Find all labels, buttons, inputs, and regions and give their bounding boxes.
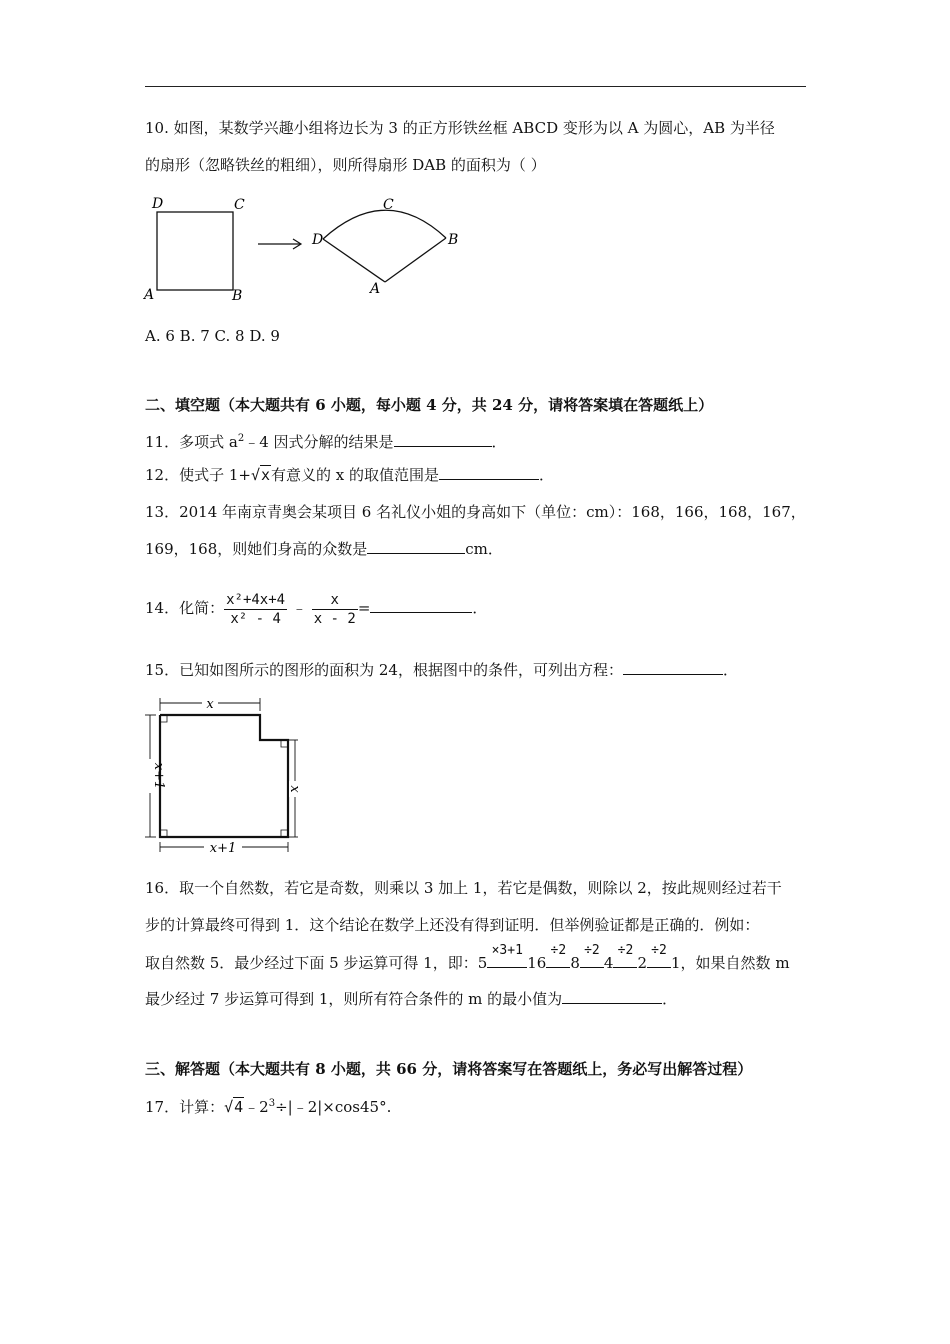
q16-chain-n2: 8 — [570, 954, 580, 972]
q10-figure — [140, 192, 470, 307]
q16-chain-op2: ÷2 — [584, 943, 600, 958]
q17 — [145, 1094, 391, 1117]
q14-frac1-den: x² - 4 — [230, 610, 281, 627]
q12-radicand: x — [261, 466, 271, 484]
square-label-a: A — [144, 287, 155, 303]
q15-label-right: x — [287, 785, 302, 793]
q16-chain-op4: ÷2 — [651, 943, 667, 958]
q16-chain-last: 1 — [671, 954, 681, 972]
q15-end: ． — [722, 661, 738, 679]
section3-heading: 三、解答题（本大题共有 8 小题，共 66 分，请将答案写在答题纸上，务必写出解答过程） — [145, 1060, 753, 1078]
q14 — [145, 586, 487, 630]
section2-heading: 二、填空题（本大题共有 6 小题，每小题 4 分，共 24 分，请将答案填在答题纸上） — [145, 396, 714, 414]
q12-suffix: 有意义的 x 的取值范围是 — [271, 466, 440, 484]
q15-label-bottom: x+1 — [209, 841, 237, 856]
q16-chain-n1: 16 — [527, 954, 547, 972]
sector-label-d: D — [312, 232, 324, 248]
q14-minus: ﹣ — [291, 599, 307, 617]
q16-chain-op0: ×3+1 — [491, 943, 523, 958]
q17-mid: ﹣2 — [244, 1098, 269, 1116]
sqrt-icon: √x — [250, 466, 271, 484]
q15-label-left: x+1 — [151, 762, 166, 790]
q13-line2-prefix: 169，168，则她们身高的众数是 — [145, 540, 368, 558]
q10-line2: 的扇形（忽略铁丝的粗细），则所得扇形 DAB 的面积为（ ） — [145, 156, 546, 174]
q11-prefix: 11．多项式 a — [145, 433, 238, 451]
q12 — [145, 465, 554, 485]
q10-options: A. 6 B. 7 C. 8 D. 9 — [145, 327, 280, 345]
q15-answer-blank[interactable] — [623, 660, 723, 675]
q17-suffix: ÷|﹣2|×cos45°. — [275, 1098, 392, 1116]
header-rule — [145, 86, 806, 87]
sqrt-icon: √4 — [224, 1098, 244, 1116]
q16-answer-blank[interactable] — [562, 989, 662, 1004]
q16-line3-suffix: ，如果自然数 m — [680, 954, 790, 972]
q14-fraction-2 — [312, 591, 358, 628]
q14-frac2-den: x - 2 — [313, 610, 356, 627]
q16-line4-end: ． — [662, 990, 678, 1008]
q12-prefix: 12．使式子 1+ — [145, 466, 251, 484]
q15 — [145, 660, 738, 680]
q16-line4 — [145, 989, 677, 1009]
q16-chain-arrow-4 — [647, 943, 671, 973]
sector-label-b: B — [448, 232, 459, 248]
q14-fraction-1 — [224, 591, 287, 628]
q16-chain-arrow-2 — [580, 943, 604, 973]
q16-chain-arrow-1 — [546, 943, 570, 973]
q11-suffix: ﹣4 因式分解的结果是 — [244, 433, 394, 451]
sector-label-c: C — [383, 197, 394, 213]
q11-end: ． — [491, 433, 507, 451]
q13-answer-blank[interactable] — [367, 539, 465, 554]
q15-text: 15．已知如图所示的图形的面积为 24，根据图中的条件，可列出方程： — [145, 661, 623, 679]
square-label-c: C — [234, 197, 245, 213]
q16-chain-n4: 2 — [637, 954, 647, 972]
square-label-b: B — [232, 288, 243, 304]
square-label-d: D — [152, 196, 164, 212]
q14-frac2-num: x — [312, 591, 358, 610]
q11-sup: 2 — [237, 433, 245, 444]
q14-prefix: 14．化简： — [145, 599, 225, 617]
q11-answer-blank[interactable] — [394, 432, 492, 447]
q16-line2: 步的计算最终可得到 1．这个结论在数学上还没有得到证明．但举例验证都是正确的．例如： — [145, 916, 760, 934]
q12-end: ． — [539, 466, 555, 484]
q13-line2-end: cm． — [465, 540, 503, 558]
q12-answer-blank[interactable] — [439, 465, 539, 480]
q16-line4-prefix: 最少经过 7 步运算可得到 1，则所有符合条件的 m 的最小值为 — [145, 990, 563, 1008]
q16-chain-n0: 5 — [477, 954, 488, 972]
q17-sup: 3 — [268, 1098, 276, 1109]
q16-line3 — [145, 943, 790, 973]
q13-line1: 13．2014 年南京青奥会某项目 6 名礼仪小姐的身高如下（单位：cm）：168，166，168，167， — [145, 503, 806, 521]
q16-chain-arrow-0 — [487, 943, 527, 973]
sector-radius-ab — [385, 238, 446, 282]
q16-chain-n3: 4 — [603, 954, 614, 972]
q11 — [145, 429, 507, 452]
sector-radius-ad — [323, 239, 385, 282]
q15-label-top: x — [206, 697, 214, 712]
q14-eq: = — [357, 599, 371, 617]
q13-line2 — [145, 539, 503, 559]
q16-chain-op3: ÷2 — [617, 943, 634, 958]
sector-arc — [323, 210, 446, 239]
q16-line1: 16．取一个自然数，若它是奇数，则乘以 3 加上 1，若它是偶数，则除以 2，按此规则经过若干 — [145, 879, 782, 897]
square-shape — [157, 212, 233, 290]
q14-frac1-num: x²+4x+4 — [226, 591, 286, 608]
q15-shape — [160, 715, 288, 837]
q14-answer-blank[interactable] — [370, 598, 472, 613]
q17-radicand: 4 — [234, 1098, 244, 1116]
q10-line1: 10. 如图，某数学兴趣小组将边长为 3 的正方形铁丝框 ABCD 变形为以 A 为圆心，AB 为半径 — [145, 119, 775, 137]
q14-end: ． — [472, 599, 488, 617]
q16-line3-prefix: 取自然数 5．最少经过下面 5 步运算可得 1，即： — [145, 954, 478, 972]
q16-chain-op1: ÷2 — [550, 943, 567, 958]
q16-chain-arrow-3 — [613, 943, 637, 973]
q17-prefix: 17．计算： — [145, 1098, 225, 1116]
q15-figure — [140, 697, 310, 862]
sector-label-a: A — [370, 281, 381, 297]
